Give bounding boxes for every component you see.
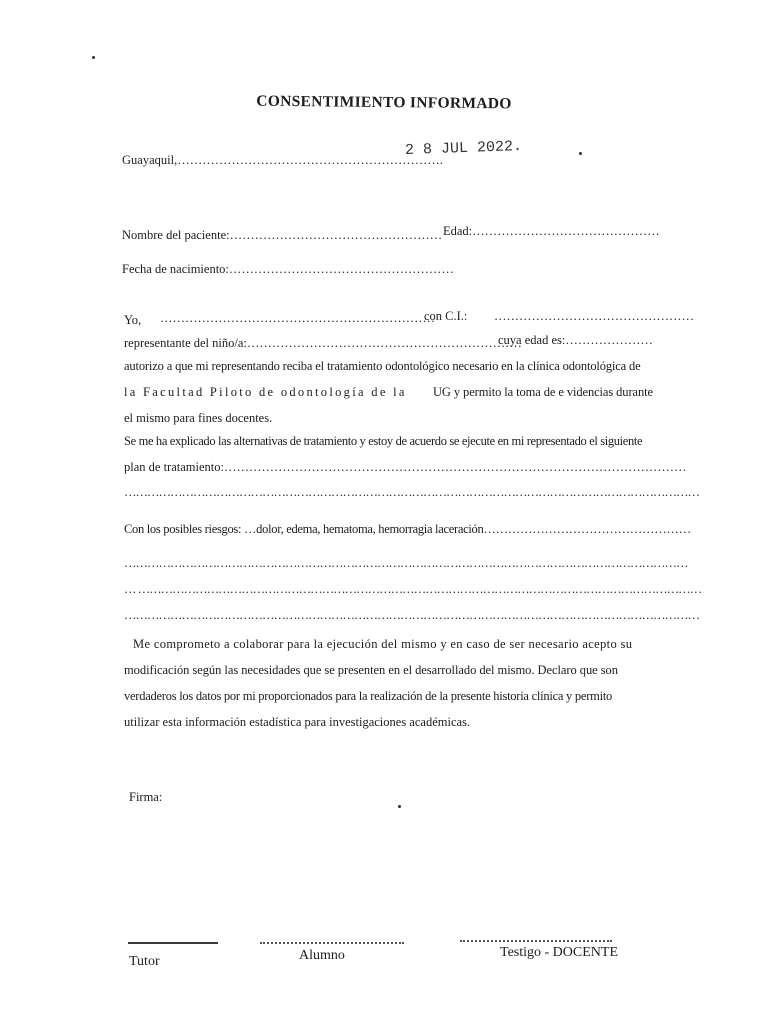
place-line: Guayaquil,………………………………………………………. xyxy=(122,153,443,167)
commitment-line-1: Me comprometo a colaborar para la ejecución del mismo y en caso de ser necesario acepto su xyxy=(133,637,633,651)
speck xyxy=(398,805,401,808)
paragraph-1-line-2b: UG y permito la toma de e videncias durante xyxy=(433,385,653,399)
patient-name-line: Nombre del paciente:…………………………………………… xyxy=(122,228,443,242)
tutor-label: Tutor xyxy=(129,954,160,969)
tutor-signature-line xyxy=(128,942,218,944)
treatment-plan-line: plan de tratamiento:………………………………………………………………………………………………… xyxy=(124,460,687,474)
alumno-signature-line xyxy=(260,942,404,944)
dotted-line-3: … ………………………………………………………………………………………………………………………………… xyxy=(124,582,702,596)
alumno-label: Alumno xyxy=(299,948,345,963)
risks-line: Con los posibles riesgos: …dolor, edema, hematoma, hemorragia laceración…………………………………………… xyxy=(124,522,691,536)
testigo-signature-line xyxy=(460,940,612,942)
child-age-line: cuya edad es:………………… xyxy=(498,333,653,347)
representative-line: representante del niño/a:………………………………………………………… xyxy=(124,336,522,350)
ci-label: con C.I.: xyxy=(424,309,468,323)
commitment-line-3: verdaderos los datos por mi proporcionados para la realización de la presente historia clínica y permito xyxy=(124,689,613,703)
paragraph-2-line-1: Se me ha explicado las alternativas de tratamiento y estoy de acuerdo se ejecute en mi representado el siguiente xyxy=(124,434,643,448)
date-stamp: 2 8 JUL 2022. xyxy=(404,137,523,160)
dotted-line-2: ………………………………………………………………………………………………………………………………… xyxy=(124,556,688,570)
speck xyxy=(579,152,582,155)
dotted-line-1: …………………………………………………………………………………………………………………………………… xyxy=(124,485,699,499)
ci-dots: ………………………………………… xyxy=(494,309,694,323)
document-title: CONSENTIMIENTO INFORMADO xyxy=(256,92,512,113)
birth-date-line: Fecha de nacimiento:……………………………………………… xyxy=(122,262,454,276)
yo-dots: ………………………………………………………… xyxy=(160,311,435,325)
paragraph-1-line-1: autorizo a que mi representando reciba el tratamiento odontológico necesario en la clínica odontológica de xyxy=(124,359,641,373)
age-line: Edad:……………………………………… xyxy=(443,224,660,238)
speck xyxy=(92,56,95,59)
testigo-label: Testigo - DOCENTE xyxy=(500,945,619,960)
signature-label: Firma: xyxy=(129,790,163,804)
commitment-line-4: utilizar esta información estadística para investigaciones académicas. xyxy=(124,715,471,729)
yo-label: Yo, xyxy=(124,313,142,327)
commitment-line-2: modificación según las necesidades que se presenten en el desarrollado del mismo. Declaro que son xyxy=(124,663,618,677)
paragraph-1-line-3: el mismo para fines docentes. xyxy=(124,411,273,425)
paragraph-1-line-2a: la Facultad Piloto de odontología de la xyxy=(124,385,407,399)
dotted-line-4: …………………………………………………………………………………………………………………………………… xyxy=(124,608,699,622)
